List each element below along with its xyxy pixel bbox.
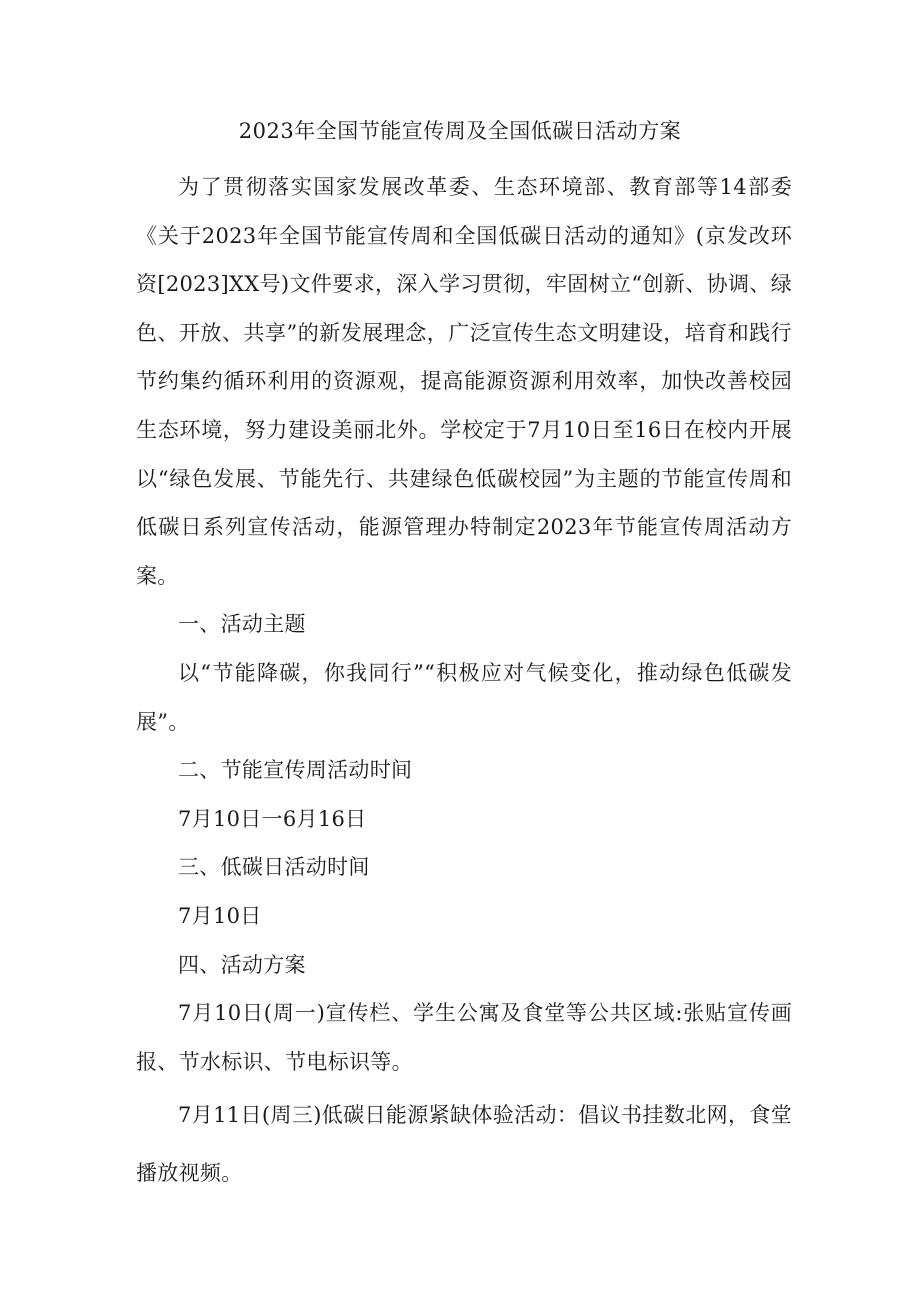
section-heading-plan: 四、活动方案 — [178, 952, 306, 977]
section-heading-theme: 一、活动主题 — [178, 612, 306, 637]
plan-item-paragraph: 7月10日(周一)宣传栏、学生公寓及食堂等公共区域:张贴宣传画报、节水标识、节电标识等。 — [136, 1001, 792, 1074]
document-title: 2023年全国节能宣传周及全国低碳日活动方案 — [238, 119, 682, 143]
intro-paragraph: 为了贯彻落实国家发展改革委、生态环境部、教育部等14部委《关于2023年全国节能宣传周和全国低碳日活动的通知》(京发改环资[2023]XX号)文件要求，深入学习贯彻，牢固树立“创新、协调、绿色、开放、共享”的新发展理念，广泛宣传生态文明建设，培育和践行节约集约循环利用的资源观，提高能源资源利用效率，加快改善校园生态环境，努力建设美丽北外。学校定于7月10日至16日在校内开展以“绿色发展、节能先行、共建绿色低碳校园”为主题的节能宣传周和低碳日系列宣传活动，能源管理办特制定2023年节能宣传周活动方案。 — [136, 175, 792, 588]
section-heading-lowcarbon-time: 三、低碳日活动时间 — [178, 855, 370, 880]
theme-paragraph: 以“节能降碳，你我同行”“积极应对气候变化，推动绿色低碳发展”。 — [136, 660, 792, 734]
plan-item-paragraph: 7月11日(周三)低碳日能源紧缺体验活动：倡议书挂数北网，食堂播放视频。 — [136, 1103, 792, 1186]
document-body — [136, 163, 792, 1202]
lowcarbon-time-paragraph: 7月10日 — [178, 903, 262, 928]
section-heading-week-time: 二、节能宣传周活动时间 — [178, 758, 413, 783]
week-time-paragraph: 7月10日一6月16日 — [178, 806, 367, 831]
